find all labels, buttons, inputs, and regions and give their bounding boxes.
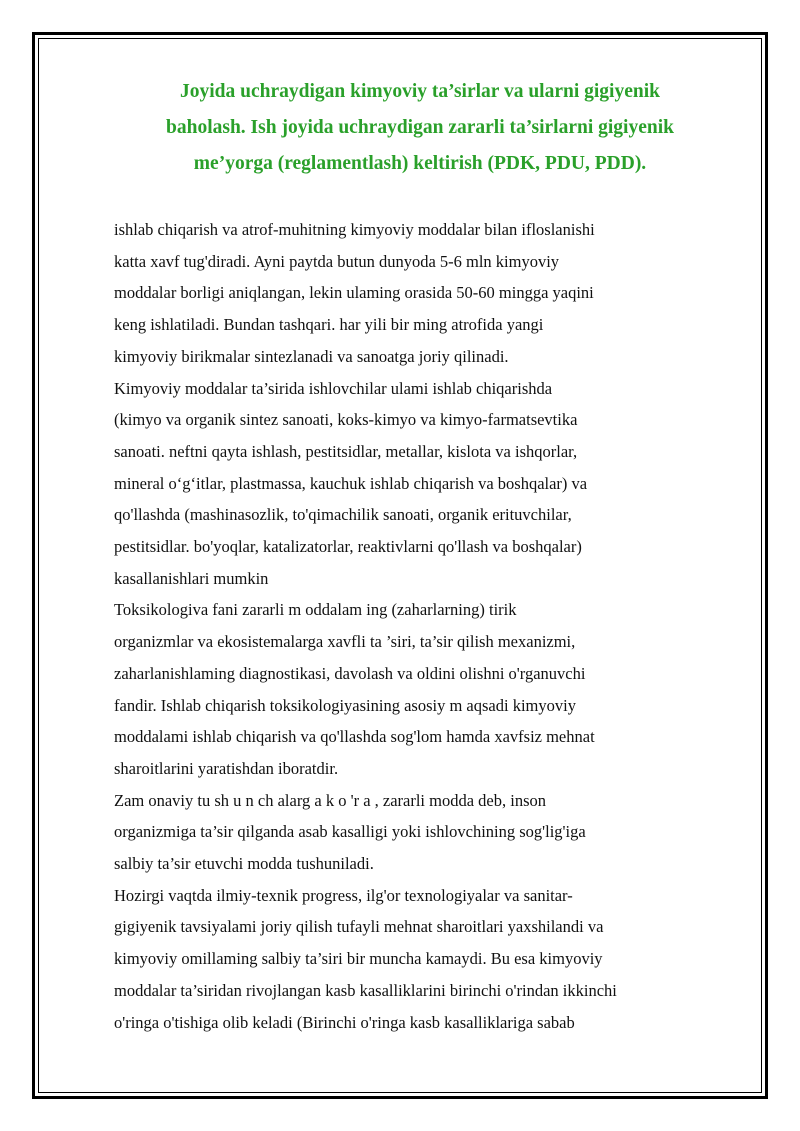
title-line: baholash. Ish joyida uchraydigan zararli ta’sirlarni gigiyenik (166, 117, 674, 138)
body-line: qo'llashda (mashinasozlik, to'qimachilik sanoati, organik erituvchilar, (114, 505, 572, 525)
body-line: moddalar ta’siridan rivojlangan kasb kasalliklarini birinchi o'rindan ikkinchi (114, 980, 617, 1000)
document-body (114, 214, 704, 1038)
body-line: keng ishlatiladi. Bundan tashqari. har yili bir ming atrofida yangi (114, 315, 544, 335)
body-line: Toksikologiva fani zararli m oddalam ing (zaharlarning) tirik (114, 600, 517, 620)
body-line: ishlab chiqarish va atrof-muhitning kimyoviy moddalar bilan ifloslanishi (114, 220, 595, 239)
body-line: sharoitlarini yaratishdan iboratdir. (114, 758, 339, 778)
body-line: organizmlar va ekosistemalarga xavfli ta ’siri, ta’sir qilish mexanizmi, (114, 632, 576, 652)
body-line: Hozirgi vaqtda ilmiy-texnik progress, ilg'or texnologiyalar va sanitar- (114, 885, 573, 905)
body-line: katta xavf tug'diradi. Ayni paytda butun dunyoda 5-6 mln kimyoviy (114, 251, 560, 271)
document-title (110, 74, 730, 182)
body-line: gigiyenik tavsiyalami joriy qilish tufayli mehnat sharoitlari yaxshilandi va (114, 917, 604, 937)
body-line: zaharlanishlaming diagnostikasi, davolash va oldini olishni o'rganuvchi (114, 663, 586, 683)
body-line: moddalar borligi aniqlangan, lekin ulaming orasida 50-60 mingga yaqini (114, 283, 594, 303)
body-line: pestitsidlar. bo'yoqlar, katalizatorlar, reaktivlarni qo'llash va boshqalar) (114, 537, 582, 557)
body-line: kimyoviy birikmalar sintezlanadi va sanoatga joriy qilinadi. (114, 346, 509, 366)
title-line: Joyida uchraydigan kimyoviy ta’sirlar va ularni gigiyenik (180, 81, 660, 102)
body-line: kimyoviy omillaming salbiy ta’siri bir muncha kamaydi. Bu esa kimyoviy (114, 949, 603, 969)
body-line: Zam onaviy tu sh u n ch alarg a k o 'r a , zararli modda deb, inson (114, 790, 547, 810)
body-line: organizmiga ta’sir qilganda asab kasalligi yoki ishlovchining sog'lig'iga (114, 822, 586, 842)
body-line: o'ringa o'tishiga olib keladi (Birinchi o'ringa kasb kasalliklariga sabab (114, 1012, 575, 1032)
body-line: Kimyoviy moddalar ta’sirida ishlovchilar ulami ishlab chiqarishda (114, 378, 553, 398)
body-line: fandir. Ishlab chiqarish toksikologiyasining asosiy m aqsadi kimyoviy (114, 695, 576, 715)
title-line: me’yorga (reglamentlash) keltirish (PDK, PDU, PDD). (193, 153, 647, 174)
body-line: sanoati. neftni qayta ishlash, pestitsidlar, metallar, kislota va ishqorlar, (114, 441, 578, 461)
body-line: (kimyo va organik sintez sanoati, koks-kimyo va kimyo-farmatsevtika (114, 410, 578, 430)
body-line: moddalami ishlab chiqarish va qo'llashda sog'lom hamda xavfsiz mehnat (114, 727, 595, 747)
body-line: mineral o‘g‘itlar, plastmassa, kauchuk ishlab chiqarish va boshqalar) va (114, 473, 588, 493)
body-line: kasallanishlari mumkin (114, 568, 269, 588)
body-line: salbiy ta’sir etuvchi modda tushuniladi. (114, 854, 374, 874)
